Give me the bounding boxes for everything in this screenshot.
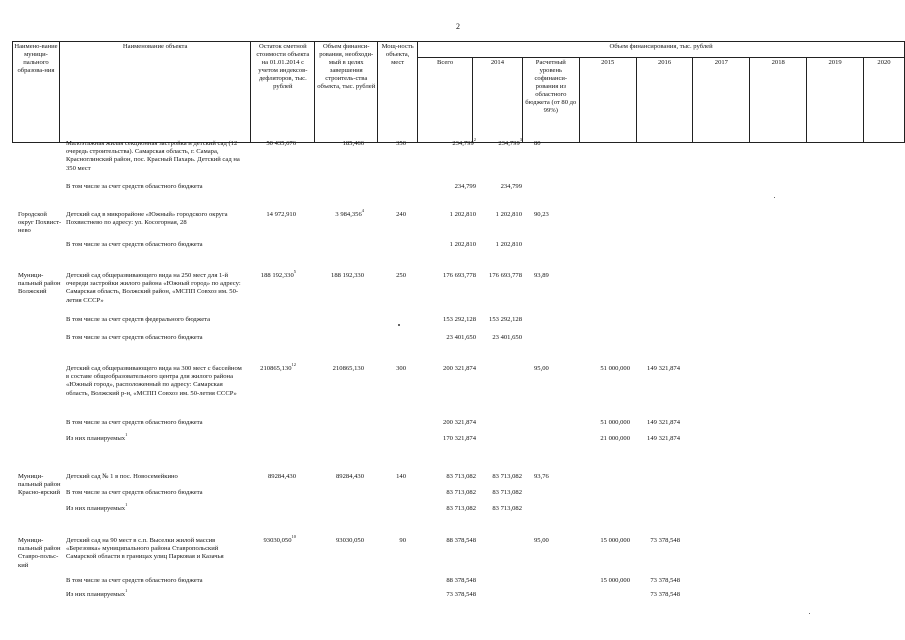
header-2016: 2016 bbox=[636, 58, 693, 143]
cell-remaining: 93030,050$^{10}$ bbox=[263, 534, 296, 544]
cell-remaining: 188 192,330$^5$ bbox=[260, 269, 296, 279]
header-capacity: Мощ-ность объекта, мест bbox=[378, 42, 418, 143]
cell-volume: 89284,430 bbox=[335, 473, 364, 480]
cell-cofin: 80 bbox=[534, 140, 541, 147]
cell-y2016: 73 378,548 bbox=[650, 577, 680, 584]
cell-total: 83 713,082 bbox=[446, 489, 476, 496]
cell-muni: Муници-пальный район Красно-ярский bbox=[18, 473, 61, 497]
cell-object: Детский сад № 1 в пос. Новосемейкино bbox=[66, 473, 178, 480]
cell-total: 176 693,778 bbox=[443, 272, 476, 279]
cell-y2014: 234,799$^3$ bbox=[498, 137, 522, 147]
table-header bbox=[12, 41, 905, 143]
cell-y2014: 83 713,082 bbox=[492, 505, 522, 512]
cell-y2015: 51 000,000 bbox=[600, 419, 630, 426]
cell-y2015: 51 000,000 bbox=[600, 365, 630, 372]
cell-total: 88 378,548 bbox=[446, 577, 476, 584]
cell-muni: Муници-пальный район Волжский bbox=[18, 272, 61, 296]
header-remaining: Остаток сметной стоимости объекта на 01.01.2014 с учетом индексов-дефляторов, тыс. рублей bbox=[251, 42, 315, 143]
cell-y2014: 1 202,810 bbox=[495, 241, 522, 248]
cell-y2014: 83 713,082 bbox=[492, 489, 522, 496]
cell-y2016: 149 321,874 bbox=[647, 419, 680, 426]
footnote-mark: 4 bbox=[361, 208, 364, 213]
footnote-mark: 1 bbox=[125, 588, 128, 593]
cell-cofin: 95,00 bbox=[534, 537, 549, 544]
header-volume: Объем финанси-рования, необходи-мый в целях завершения строитель-ства объекта, тыс. рублей bbox=[315, 42, 378, 143]
cell-volume: 188 192,330 bbox=[331, 272, 364, 279]
cell-muni: Городской округ Похвист-нево bbox=[18, 211, 62, 235]
cell-cofin: 95,00 bbox=[534, 365, 549, 372]
cell-capacity: 90 bbox=[399, 537, 406, 544]
cell-y2014: 176 693,778 bbox=[489, 272, 522, 279]
cell-cofin: 90,23 bbox=[534, 211, 549, 218]
footnote-mark: 12 bbox=[291, 362, 296, 367]
cell-object: Из них планируемых$^1$ bbox=[66, 432, 128, 442]
header-2020: 2020 bbox=[863, 58, 904, 143]
cell-total: 170 321,874 bbox=[443, 435, 476, 442]
cell-object: Детский сад общеразвивающего вида на 300 мест с бассейном в составе общеобразовательного центра для жилого района «Южный город», расположенный по адресу: Самарская область, Волжский р-н, «МСПП Совхоз им. 50-летия СССР» bbox=[66, 365, 242, 397]
cell-y2016: 149 321,874 bbox=[647, 435, 680, 442]
cell-muni: Муници-пальный район Ставро-польс-кий bbox=[18, 537, 61, 569]
cell-object: В том числе за счет средств областного бюджета bbox=[66, 577, 203, 584]
cell-y2016: 149 321,874 bbox=[647, 365, 680, 372]
cell-y2014: 1 202,810 bbox=[495, 211, 522, 218]
cell-total: 88 378,548 bbox=[446, 537, 476, 544]
cell-y2016: 73 378,548 bbox=[650, 537, 680, 544]
cell-total: 234,799 bbox=[454, 183, 476, 190]
cell-y2014: 83 713,082 bbox=[492, 473, 522, 480]
cell-capacity: 240 bbox=[396, 211, 406, 218]
cell-total: 83 713,082 bbox=[446, 505, 476, 512]
cell-total: 200 321,874 bbox=[443, 365, 476, 372]
header-2014: 2014 bbox=[472, 58, 522, 143]
cell-object: В том числе за счет средств областного бюджета bbox=[66, 489, 203, 496]
page-number: 2 bbox=[456, 22, 460, 31]
header-financing-group: Объем финансирования, тыс. рублей bbox=[418, 42, 905, 58]
scan-speck bbox=[809, 613, 810, 614]
cell-total: 200 321,874 bbox=[443, 419, 476, 426]
cell-remaining: 50 435,676 bbox=[266, 140, 296, 147]
cell-volume: 185,466 bbox=[342, 140, 364, 147]
header-object: Наименование объекта bbox=[59, 42, 250, 143]
cell-remaining: 89284,430 bbox=[267, 473, 296, 480]
header-total: Всего bbox=[418, 58, 473, 143]
cell-y2016: 73 378,548 bbox=[650, 591, 680, 598]
cell-y2014: 234,799 bbox=[500, 183, 522, 190]
cell-object: В том числе за счет средств федерального бюджета bbox=[66, 316, 211, 323]
cell-capacity: 140 bbox=[396, 473, 406, 480]
header-cofinancing: Расчетный уровень софинанси-рования из областного бюджета (от 80 до 99%) bbox=[522, 58, 579, 143]
cell-remaining: 14 972,910 bbox=[266, 211, 296, 218]
footnote-mark: 3 bbox=[519, 137, 522, 142]
cell-y2014: 23 401,650 bbox=[492, 334, 522, 341]
cell-object: В том числе за счет средств областного бюджета bbox=[66, 334, 203, 341]
cell-volume: 210865,130 bbox=[332, 365, 364, 372]
cell-cofin: 93,89 bbox=[534, 272, 549, 279]
cell-capacity: 350 bbox=[396, 140, 406, 147]
cell-object: Из них планируемых$^1$ bbox=[66, 502, 128, 512]
cell-object: В том числе за счет средств областного бюджета bbox=[66, 419, 203, 426]
cell-total: 234,799$^2$ bbox=[452, 137, 476, 147]
cell-total: 1 202,810 bbox=[449, 211, 476, 218]
cell-object: Детский сад в микрорайоне «Южный» городского округа Похвистнево по адресу: ул. Косогорная, 28 bbox=[66, 211, 228, 227]
footnote-mark: 5 bbox=[293, 269, 296, 274]
cell-volume: 93030,050 bbox=[335, 537, 364, 544]
cell-total: 1 202,810 bbox=[449, 241, 476, 248]
cell-object: В том числе за счет средств областного бюджета bbox=[66, 241, 203, 248]
cell-total: 73 378,548 bbox=[446, 591, 476, 598]
cell-y2015: 15 000,000 bbox=[600, 537, 630, 544]
footnote-mark: 2 bbox=[473, 137, 476, 142]
header-municipality: Наимено-вание муници-пального образова-ния bbox=[13, 42, 60, 143]
cell-y2015: 15 000,000 bbox=[600, 577, 630, 584]
cell-object: Малоэтажная жилая секционная застройка и детский сад (12 очередь строительства). Самарская область, г. Самара, Красноглинский район, пос. Красный Пахарь. Детский сад на 350 мест bbox=[66, 140, 240, 172]
header-2017: 2017 bbox=[693, 58, 750, 143]
header-2018: 2018 bbox=[750, 58, 807, 143]
cell-cofin: 93,76 bbox=[534, 473, 549, 480]
header-2015: 2015 bbox=[579, 58, 636, 143]
cell-object: В том числе за счет средств областного бюджета bbox=[66, 183, 203, 190]
footnote-mark: 1 bbox=[125, 432, 128, 437]
scan-speck bbox=[774, 197, 775, 198]
cell-capacity: 300 bbox=[396, 365, 406, 372]
cell-y2014: 153 292,128 bbox=[489, 316, 522, 323]
cell-total: 153 292,128 bbox=[443, 316, 476, 323]
cell-object: Детский сад общеразвивающего вида на 250 мест для 1-й очереди застройки жилого района «Южный город» по адресу: Самарская область, Волжский район, «МСПП Совхоз им. 50-летия СССР» bbox=[66, 272, 241, 304]
cell-y2015: 21 000,000 bbox=[600, 435, 630, 442]
cell-capacity: 250 bbox=[396, 272, 406, 279]
scan-speck bbox=[398, 324, 400, 326]
cell-object: Из них планируемых$^1$ bbox=[66, 588, 128, 598]
cell-total: 83 713,082 bbox=[446, 473, 476, 480]
footnote-mark: 10 bbox=[291, 534, 296, 539]
footnote-mark: 1 bbox=[125, 502, 128, 507]
cell-remaining: 210865,130$^{12}$ bbox=[260, 362, 296, 372]
cell-total: 23 401,650 bbox=[446, 334, 476, 341]
cell-object: Детский сад на 90 мест в с.п. Выселки жилой массив «Березовка» муниципального района Ставропольский Самарской области в границах улиц Парковая и Казачья bbox=[66, 537, 224, 561]
header-2019: 2019 bbox=[807, 58, 864, 143]
cell-volume: 3 984,356$^4$ bbox=[335, 208, 364, 218]
